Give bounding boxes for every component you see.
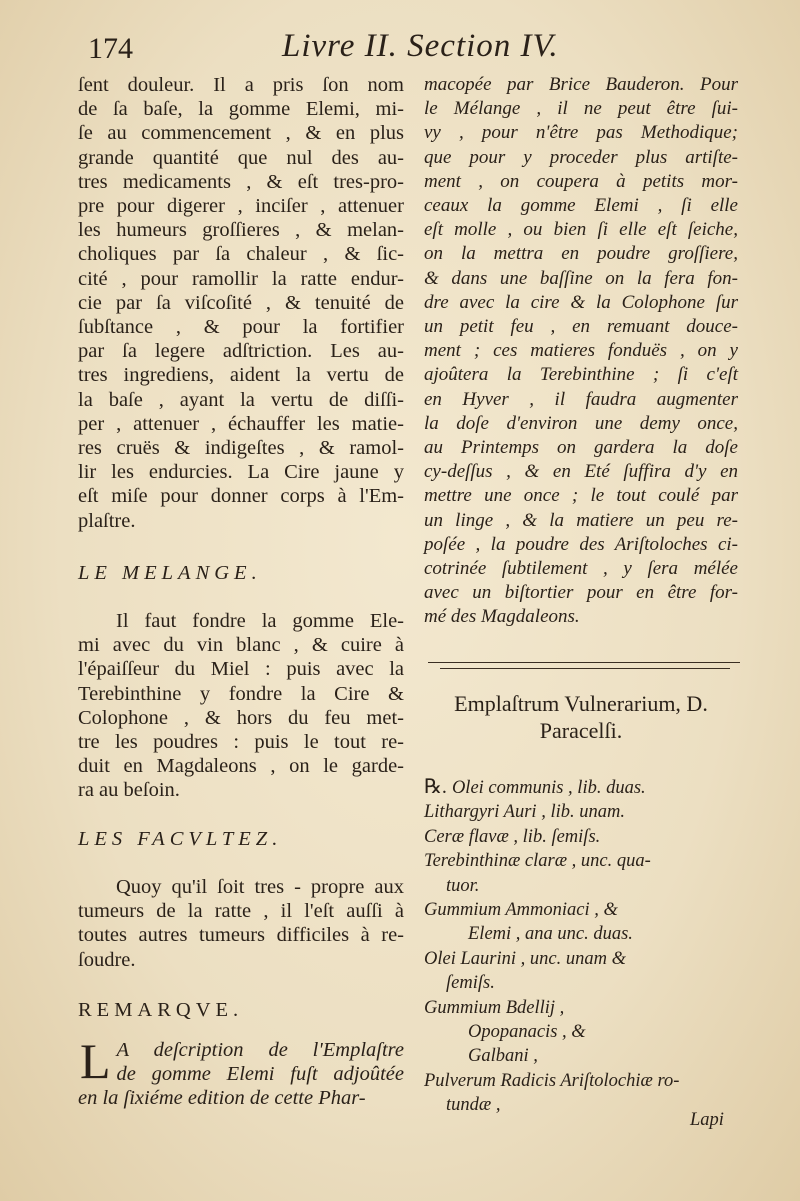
text-line: & dans une baſſine on la fera fon- — [424, 267, 738, 289]
recipe-line — [424, 874, 738, 898]
text-line: de ſa baſe, la gomme Elemi, mi- — [78, 98, 404, 121]
text-line: grande quantité que nul des au- — [78, 146, 404, 169]
recipe-line — [424, 800, 738, 824]
drop-cap: L — [80, 1032, 111, 1089]
section-title — [424, 690, 738, 744]
text-line: que pour y proceder plus artiſte- — [424, 146, 738, 168]
recipe-line — [424, 922, 738, 946]
recipe-line — [424, 1069, 738, 1093]
text-line: la baſe , ayant la vertu de diſſi- — [78, 388, 404, 411]
text-line: avec un biſtortier pour en être for- — [424, 582, 738, 604]
text-line: tres medicaments , & eſt tres-pro- — [78, 170, 404, 193]
recipe-text: Olei communis , lib. duas. — [451, 778, 646, 798]
text-line: ſubſtance , & pour la fortifier — [78, 316, 404, 339]
page-header — [0, 26, 800, 76]
recipe-text: Gummium Bdellij , — [424, 997, 565, 1018]
text-line: Colophone , & hors du feu met- — [78, 706, 404, 729]
page-number: 174 — [88, 32, 133, 65]
heading-remarque: REMARQVE. — [78, 998, 244, 1021]
heading-melange: LE MELANGE. — [78, 561, 262, 584]
text-line: cy-deſſus , & en Eté ſuffira d'y en — [424, 461, 738, 483]
recipe-text: Galbani , — [468, 1046, 538, 1067]
recipe-text: Terebinthinæ claræ , unc. qua- — [424, 851, 651, 872]
text-line: par ſa legere adſtriction. Les au- — [78, 340, 404, 363]
left-paragraph-1 — [78, 73, 404, 533]
text-line: ment , on coupera à petits mor- — [424, 170, 738, 192]
text-line: ſoudre. — [78, 948, 136, 971]
recipe-text: tundæ , — [446, 1095, 501, 1116]
text-line: ſe au commencement , & en plus — [78, 122, 404, 145]
recipe-text: Gummium Ammoniaci , & — [424, 900, 618, 921]
text-line: mettre une once ; le tout coulé par — [424, 485, 738, 507]
text-line: les humeurs groſſieres , & melan- — [78, 219, 404, 242]
text-line: l'épaiſſeur du Miel : puis avec la — [78, 658, 404, 681]
text-line: cie par ſa viſcoſité , & tenuité de — [78, 291, 404, 314]
recipe-line — [424, 898, 738, 922]
recipe-text: Ceræ flavæ , lib. ſemiſs. — [424, 826, 601, 847]
text-line: vy , pour n'être pas Methodique; — [424, 122, 738, 144]
text-line: A deſcription de l'Emplaſtre — [116, 1038, 404, 1061]
remark-paragraph — [78, 1032, 404, 1111]
right-column — [424, 73, 738, 630]
text-line: on la mettra en poudre groſſiere, — [424, 243, 738, 265]
recipe-line — [424, 971, 738, 995]
text-line: Il faut fondre la gomme Ele- — [116, 610, 404, 633]
recipe-list — [424, 775, 738, 1118]
recipe-line — [424, 996, 738, 1020]
text-line: plaſtre. — [78, 509, 136, 532]
recipe-line — [424, 849, 738, 873]
text-line: ſent douleur. Il a pris ſon nom — [78, 74, 404, 96]
text-line: tumeurs de la ratte , il l'eſt auſſi à — [78, 900, 404, 923]
left-paragraph-2 — [78, 609, 404, 803]
text-line: poſée , la poudre des Ariſtoloches ci- — [424, 533, 738, 555]
recipe-text: Pulverum Radicis Ariſtolochiæ ro- — [424, 1070, 680, 1091]
recipe-symbol: ℞. — [424, 776, 452, 798]
text-line: res cruës & indigeſtes , & ramol- — [78, 437, 404, 460]
text-line: Quoy qu'il ſoit tres - propre aux — [116, 875, 404, 898]
text-line: Terebinthine y fondre la Cire & — [78, 682, 404, 705]
recipe-text: ſemiſs. — [446, 973, 495, 994]
section-title-line-1: Emplaſtrum Vulnerarium, D. — [454, 691, 708, 716]
text-line: mi avec du vin blanc , & cuire à — [78, 634, 404, 657]
text-line: ajoûtera la Terebinthine ; ſi c'eſt — [424, 364, 738, 386]
recipe-line — [424, 775, 738, 800]
text-line: choliques par ſa chaleur , & ſic- — [78, 243, 404, 266]
section-rule-thin — [440, 668, 730, 669]
text-line: la doſe d'environ une demy once, — [424, 412, 738, 434]
text-line: au Printemps on gardera la doſe — [424, 437, 738, 459]
heading-facultez: LES FACVLTEZ. — [78, 827, 283, 850]
recipe-text: Elemi , ana unc. duas. — [468, 924, 633, 945]
recipe-text: Opopanacis , & — [468, 1022, 586, 1043]
text-line: cotrinée ſubtilement , y ſera mélée — [424, 558, 738, 580]
running-title: Livre II. Section IV. — [282, 28, 559, 64]
recipe-line — [424, 825, 738, 849]
text-line: un linge , & la matiere un peu re- — [424, 509, 738, 531]
left-paragraph-3 — [78, 875, 404, 972]
recipe-line — [424, 947, 738, 971]
text-line: lir les endurcies. La Cire jaune y — [78, 461, 404, 484]
text-line: tres ingrediens, aident la vertu de — [78, 364, 404, 387]
text-line: dre avec la cire & la Colophone ſur — [424, 291, 738, 313]
text-line: tre les poudres : puis le tout re- — [78, 731, 404, 754]
text-line: toutes autres tumeurs difficiles à re- — [78, 924, 404, 947]
text-line: per , attenuer , échauffer les matie- — [78, 412, 404, 435]
text-line: ment ; ces matieres fonduës , on y — [424, 340, 738, 362]
catchword: Lapi — [690, 1110, 724, 1130]
text-line: pre pour digerer , inciſer , attenuer — [78, 195, 404, 218]
section-rule — [428, 662, 740, 663]
text-line: en Hyver , il faudra augmenter — [424, 388, 738, 410]
text-line: eſt molle , ou bien ſi elle eſt ſeiche, — [424, 219, 738, 241]
text-line: un petit feu , en remuant douce- — [424, 316, 738, 338]
recipe-line — [424, 1044, 738, 1068]
text-line: ra au beſoin. — [78, 779, 180, 802]
right-paragraph — [424, 73, 738, 630]
recipe-text: Olei Laurini , unc. unam & — [424, 948, 626, 969]
text-line: eſt miſe pour donner corps à l'Em- — [78, 485, 404, 508]
recipe-text: Lithargyri Auri , lib. unam. — [424, 802, 625, 823]
text-line: cité , pour ramollir la ratte endur- — [78, 267, 404, 290]
section-title-line-2: Paracelſi. — [539, 718, 623, 743]
recipe-text: tuor. — [446, 875, 480, 896]
text-line: mé des Magdaleons. — [424, 606, 580, 628]
left-column — [78, 73, 404, 1111]
text-line: ceaux la gomme Elemi , ſi elle — [424, 195, 738, 217]
text-line: de gomme Elemi fuſt adjoûtée — [116, 1063, 404, 1086]
recipe-line — [424, 1020, 738, 1044]
text-line: macopée par Brice Bauderon. Pour — [424, 74, 738, 95]
text-line: le Mélange , il ne peut être ſui- — [424, 98, 738, 120]
text-line: duit en Magdaleons , on le garde- — [78, 755, 404, 778]
text-line: en la ſixiéme edition de cette Phar- — [78, 1087, 366, 1110]
